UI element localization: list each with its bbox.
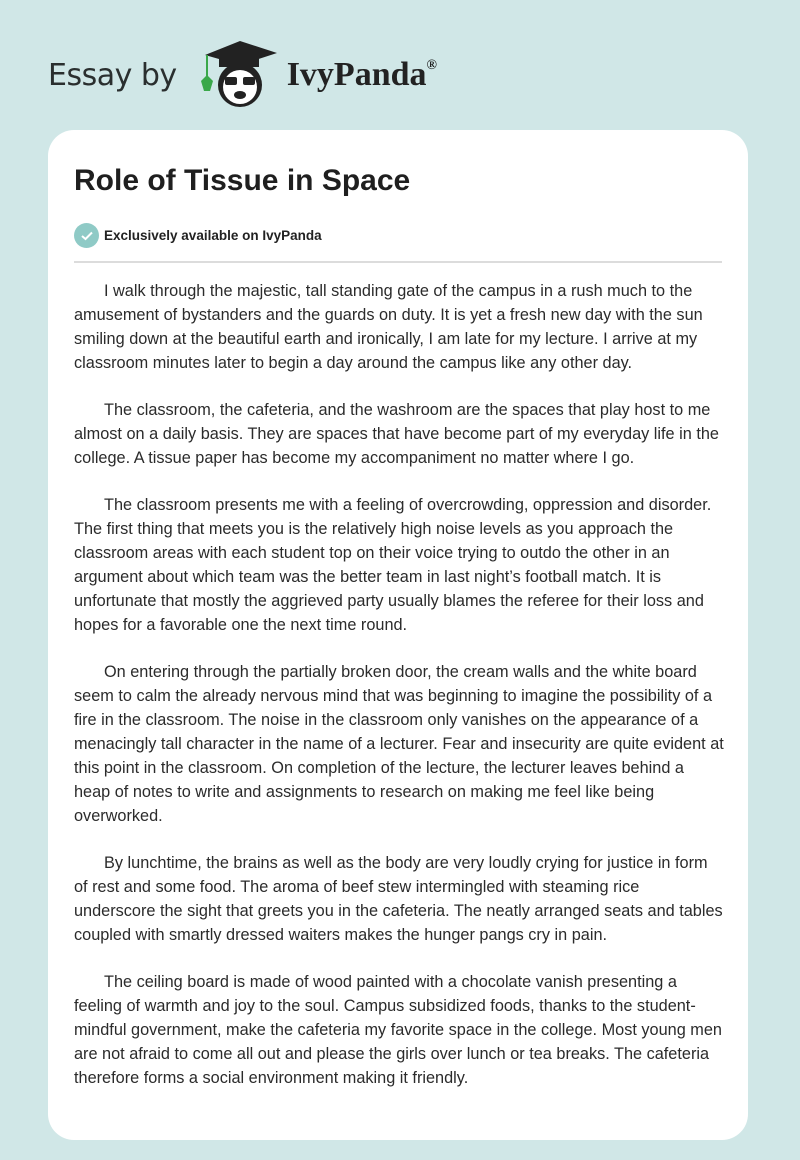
panda-mascot-icon bbox=[195, 39, 281, 111]
divider bbox=[74, 261, 722, 263]
paragraph: On entering through the partially broken door, the cream walls and the white board seem to calm the already nervous mind that was beginning to imagine the possibility of a fire in the classroom. The noise in the classroom only vanishes on the appearance of a menacingly tall character in the name of a lecturer. Fear and insecurity are quite evident at this point in the classroom. On completion of the lecture, the lecturer leaves behind a heap of notes to write and assignments to research on making me feel like being overworked. bbox=[74, 663, 724, 825]
ivypanda-logo[interactable] bbox=[195, 39, 437, 111]
registered-mark: ® bbox=[426, 58, 437, 73]
paragraph: The classroom, the cafeteria, and the washroom are the spaces that play host to me almost on a daily basis. They are spaces that have become part of my everyday life in the college. A tissue paper has become my accompaniment no matter where I go. bbox=[74, 401, 719, 467]
paragraph: The classroom presents me with a feeling of overcrowding, oppression and disorder. The first thing that meets you is the relatively high noise levels as you approach the classroom areas with each student top on their voice trying to outdo the other in an argument about which team was the better team in last night’s football match. It is unfortunate that mostly the aggrieved party usually blames the referee for their loss and hopes for a favorable one the next time round. bbox=[74, 496, 712, 634]
essay-body bbox=[74, 279, 724, 1113]
essay-card bbox=[48, 130, 748, 1140]
paragraph: By lunchtime, the brains as well as the body are very loudly crying for justice in form of rest and some food. The aroma of beef stew intermingled with steaming rice underscore the sight that greets you in the cafeteria. The neatly arranged seats and tables coupled with smartly dressed waiters makes the hunger pangs cry in pain. bbox=[74, 854, 723, 944]
badge-text: Exclusively available on IvyPanda bbox=[104, 228, 322, 243]
paragraph: I walk through the majestic, tall standing gate of the campus in a rush much to the amusement of bystanders and the guards on duty. It is yet a fresh new day with the sun smiling down at the beautiful earth and ironically, I am late for my lecture. I arrive at my classroom minutes later to begin a day around the campus like any other day. bbox=[74, 282, 703, 372]
brand-name bbox=[287, 56, 437, 94]
essay-by-label: Essay by bbox=[48, 57, 177, 93]
exclusive-badge bbox=[74, 223, 322, 248]
site-header bbox=[48, 40, 437, 110]
page-title: Role of Tissue in Space bbox=[74, 164, 411, 197]
paragraph: The ceiling board is made of wood painted with a chocolate vanish presenting a feeling of warmth and joy to the soul. Campus subsidized foods, thanks to the student-mindful government, make the cafeteria my favorite space in the college. Most young men are not afraid to come all out and please the girls over lunch or tea breaks. The cafeteria therefore forms a social environment making it friendly. bbox=[74, 973, 722, 1087]
check-icon bbox=[74, 223, 99, 248]
brand-text: IvyPanda bbox=[286, 56, 427, 93]
